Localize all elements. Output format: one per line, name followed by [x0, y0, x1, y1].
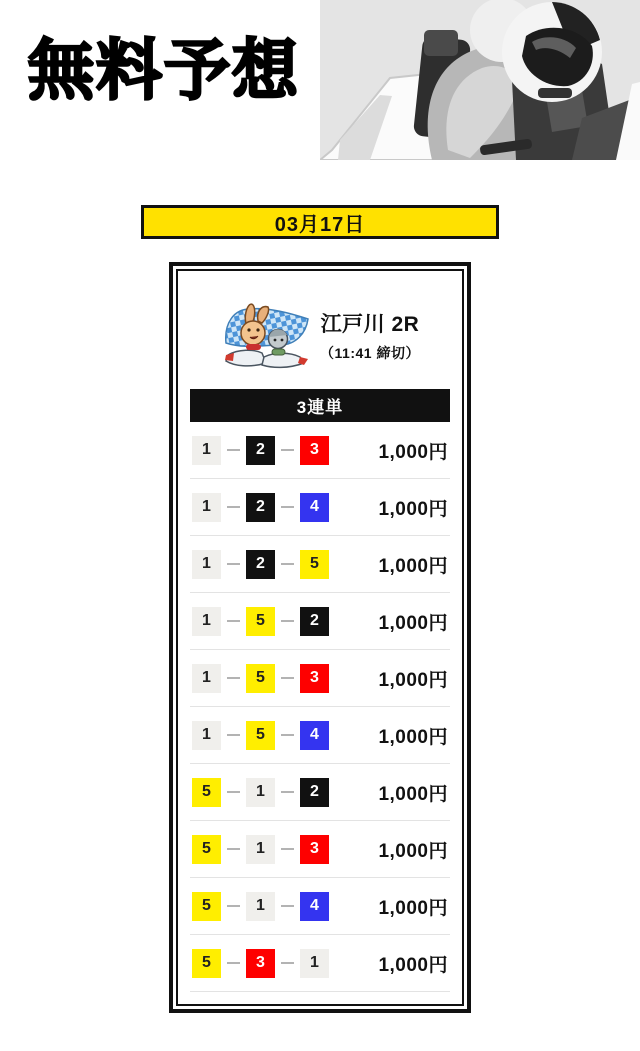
bet-amount: 1,000円 [378, 783, 448, 805]
bet-combination [192, 550, 329, 579]
bet-type-banner [190, 389, 450, 422]
bet-combination [192, 436, 329, 465]
bet-row [190, 650, 450, 707]
boat-number-box: 5 [300, 550, 329, 579]
boat-number-box: 1 [246, 835, 275, 864]
bet-combination [192, 664, 329, 693]
boat-number-box: 1 [192, 607, 221, 636]
dash-separator-icon [281, 905, 294, 907]
boat-number-box: 5 [192, 949, 221, 978]
bet-list [190, 422, 450, 1004]
race-deadline: （11:41 締切） [320, 344, 420, 361]
dash-separator-icon [227, 506, 240, 508]
bet-combination [192, 892, 329, 921]
dash-separator-icon [281, 563, 294, 565]
boat-number-box: 2 [300, 607, 329, 636]
dash-separator-icon [227, 791, 240, 793]
boat-number-box: 2 [246, 493, 275, 522]
dash-separator-icon [227, 962, 240, 964]
race-title: 江戸川 2R [320, 312, 420, 336]
dash-separator-icon [281, 449, 294, 451]
dash-separator-icon [227, 905, 240, 907]
boat-number-box: 1 [192, 721, 221, 750]
bet-amount: 1,000円 [378, 555, 448, 577]
bet-amount: 1,000円 [378, 441, 448, 463]
dash-separator-icon [227, 734, 240, 736]
boat-number-box: 5 [246, 664, 275, 693]
bet-combination [192, 778, 329, 807]
dash-separator-icon [227, 563, 240, 565]
boat-number-box: 2 [246, 436, 275, 465]
dash-separator-icon [281, 962, 294, 964]
bet-amount: 1,000円 [378, 726, 448, 748]
bet-combination [192, 607, 329, 636]
dash-separator-icon [281, 620, 294, 622]
bet-combination [192, 949, 329, 978]
date-label: 03月17日 [274, 213, 366, 236]
bet-combination [192, 721, 329, 750]
boat-number-box: 1 [192, 493, 221, 522]
race-text [320, 308, 420, 363]
boat-number-box: 1 [246, 892, 275, 921]
dash-separator-icon [281, 791, 294, 793]
dash-separator-icon [227, 449, 240, 451]
boat-number-box: 5 [192, 778, 221, 807]
boat-number-box: 5 [246, 721, 275, 750]
boat-racer-photo [320, 0, 640, 160]
bet-row [190, 821, 450, 878]
boat-number-box: 4 [300, 892, 329, 921]
bet-row [190, 593, 450, 650]
bet-amount: 1,000円 [378, 897, 448, 919]
hero-header [0, 0, 640, 160]
mascot-icon [220, 299, 312, 371]
boat-number-box: 4 [300, 493, 329, 522]
dash-separator-icon [227, 848, 240, 850]
boat-number-box: 4 [300, 721, 329, 750]
bet-amount: 1,000円 [378, 840, 448, 862]
bet-row [190, 878, 450, 935]
dash-separator-icon [281, 506, 294, 508]
boat-number-box: 5 [246, 607, 275, 636]
boat-number-box: 3 [246, 949, 275, 978]
bet-amount: 1,000円 [378, 669, 448, 691]
dash-separator-icon [227, 620, 240, 622]
bet-row [190, 935, 450, 992]
bet-type-label: 3連単 [296, 398, 344, 417]
dash-separator-icon [281, 734, 294, 736]
race-header [178, 271, 462, 389]
dash-separator-icon [281, 848, 294, 850]
page-title: 無料予想 [28, 33, 300, 107]
bet-amount: 1,000円 [378, 954, 448, 976]
bet-combination [192, 835, 329, 864]
boat-number-box: 1 [192, 664, 221, 693]
prediction-card [169, 262, 471, 1013]
bet-amount: 1,000円 [378, 612, 448, 634]
boat-number-box: 3 [300, 664, 329, 693]
boat-number-box: 2 [246, 550, 275, 579]
boat-number-box: 2 [300, 778, 329, 807]
bet-row [190, 479, 450, 536]
date-banner [141, 205, 499, 239]
bet-row [190, 764, 450, 821]
boat-number-box: 3 [300, 436, 329, 465]
bet-amount: 1,000円 [378, 498, 448, 520]
bet-row [190, 422, 450, 479]
boat-number-box: 1 [246, 778, 275, 807]
boat-number-box: 1 [192, 550, 221, 579]
bet-row [190, 536, 450, 593]
bet-row [190, 707, 450, 764]
boat-racer-illustration [320, 0, 640, 160]
bet-combination [192, 493, 329, 522]
boat-number-box: 3 [300, 835, 329, 864]
boat-number-box: 1 [192, 436, 221, 465]
dash-separator-icon [227, 677, 240, 679]
boat-number-box: 1 [300, 949, 329, 978]
boat-number-box: 5 [192, 892, 221, 921]
prediction-card-inner [176, 269, 464, 1006]
dash-separator-icon [281, 677, 294, 679]
boat-number-box: 5 [192, 835, 221, 864]
